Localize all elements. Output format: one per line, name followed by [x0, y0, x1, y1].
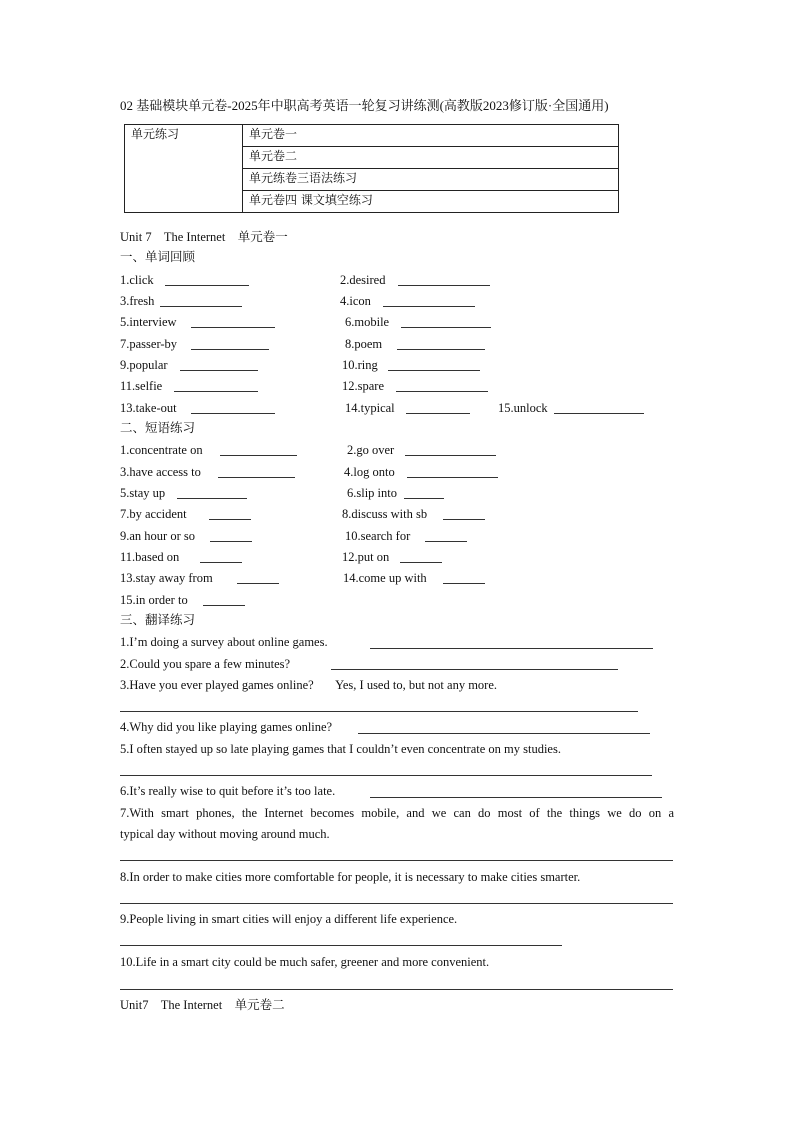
word-item: 3.fresh [120, 294, 155, 308]
word-item: 10.ring [342, 358, 378, 372]
phrase-item: 4.log onto [344, 465, 395, 479]
toc-item-1[interactable]: 单元卷一 [243, 125, 619, 147]
toc-left-label: 单元练习 [125, 125, 243, 213]
phrase-item: 2.go over [347, 443, 395, 457]
answer-line[interactable] [120, 711, 638, 712]
answer-line[interactable] [120, 860, 673, 861]
phrase-item: 11.based on [120, 550, 180, 564]
word-item: 7.passer-by [120, 337, 178, 351]
answer-blank[interactable] [177, 498, 247, 499]
answer-blank[interactable] [160, 306, 242, 307]
answer-blank[interactable] [180, 370, 258, 371]
word-item: 4.icon [340, 294, 371, 308]
answer-blank[interactable] [404, 498, 444, 499]
sentence-item-continued: typical day without moving around much. [120, 827, 330, 841]
word-item: 11.selfie [120, 379, 163, 393]
phrase-item: 15.in order to [120, 593, 188, 607]
word-item: 13.take-out [120, 401, 177, 415]
phrase-item: 12.put on [342, 550, 390, 564]
word-item: 8.poem [345, 337, 383, 351]
phrase-item: 14.come up with [343, 571, 427, 585]
answer-blank[interactable] [407, 477, 498, 478]
answer-blank[interactable] [191, 349, 269, 350]
answer-line[interactable] [370, 797, 662, 798]
answer-blank[interactable] [405, 455, 496, 456]
answer-blank[interactable] [425, 541, 467, 542]
answer-blank[interactable] [443, 519, 485, 520]
sentence-item: 3.Have you ever played games online? Yes, I used to, but not any more. [120, 678, 498, 692]
answer-blank[interactable] [398, 285, 490, 286]
unit-header: Unit 7 The Internet 单元卷一 [120, 230, 288, 244]
answer-line[interactable] [370, 648, 653, 649]
word-item: 9.popular [120, 358, 168, 372]
answer-line[interactable] [120, 903, 673, 904]
answer-blank[interactable] [174, 391, 258, 392]
phrase-item: 6.slip into [347, 486, 398, 500]
answer-blank[interactable] [388, 370, 480, 371]
answer-blank[interactable] [210, 541, 252, 542]
section-title-translation: 三、翻译练习 [120, 612, 196, 627]
answer-blank[interactable] [191, 413, 275, 414]
sentence-item: 4.Why did you like playing games online? [120, 720, 333, 734]
sentence-item: 5.I often stayed up so late playing games that I couldn’t even concentrate on my studies. [120, 742, 561, 756]
sentence-item: 6.It’s really wise to quit before it’s too late. [120, 784, 336, 798]
answer-blank[interactable] [443, 583, 485, 584]
toc-item-4[interactable]: 单元卷四 课文填空练习 [243, 191, 619, 213]
phrase-item: 1.concentrate on [120, 443, 203, 457]
answer-blank[interactable] [397, 349, 485, 350]
answer-line[interactable] [120, 989, 673, 990]
answer-blank[interactable] [220, 455, 297, 456]
next-unit-header: Unit7 The Internet 单元卷二 [120, 998, 285, 1012]
sentence-item: 9.People living in smart cities will enjoy a different life experience. [120, 912, 458, 926]
answer-line[interactable] [120, 945, 562, 946]
phrase-item: 9.an hour or so [120, 529, 195, 543]
word-item: 1.click [120, 273, 154, 287]
word-item: 12.spare [342, 379, 384, 393]
word-item: 5.interview [120, 315, 177, 329]
word-item: 14.typical [345, 401, 395, 415]
word-item: 2.desired [340, 273, 386, 287]
section-title-phrases: 二、短语练习 [120, 420, 196, 435]
phrase-item: 13.stay away from [120, 571, 213, 585]
phrase-item: 5.stay up [120, 486, 166, 500]
answer-line[interactable] [120, 775, 652, 776]
phrase-item: 8.discuss with sb [342, 507, 428, 521]
toc-item-2[interactable]: 单元卷二 [243, 147, 619, 169]
phrase-item: 10.search for [345, 529, 411, 543]
answer-blank[interactable] [237, 583, 279, 584]
page-title: 02 基础模块单元卷-2025年中职高考英语一轮复习讲练测(高教版2023修订版·全国通用) [120, 98, 609, 113]
unit-toc-table [124, 124, 619, 213]
answer-blank[interactable] [383, 306, 475, 307]
answer-blank[interactable] [165, 285, 249, 286]
answer-line[interactable] [331, 669, 618, 670]
answer-blank[interactable] [400, 562, 442, 563]
sentence-item: 2.Could you spare a few minutes? [120, 657, 291, 671]
phrase-item: 3.have access to [120, 465, 201, 479]
word-item: 15.unlock [498, 401, 548, 415]
toc-item-3[interactable]: 单元练卷三语法练习 [243, 169, 619, 191]
answer-line[interactable] [358, 733, 650, 734]
answer-blank[interactable] [554, 413, 644, 414]
answer-blank[interactable] [200, 562, 242, 563]
sentence-item: 7.With smart phones, the Internet becomes mobile, and we can do most of the things we do on a [120, 806, 674, 820]
sentence-item: 10.Life in a smart city could be much safer, greener and more convenient. [120, 955, 490, 969]
answer-blank[interactable] [203, 605, 245, 606]
section-title-vocab: 一、单词回顾 [120, 249, 196, 264]
answer-blank[interactable] [209, 519, 251, 520]
sentence-item: 8.In order to make cities more comfortable for people, it is necessary to make cities smarter. [120, 870, 581, 884]
answer-blank[interactable] [406, 413, 470, 414]
phrase-item: 7.by accident [120, 507, 187, 521]
answer-blank[interactable] [191, 327, 275, 328]
sentence-item: 1.I’m doing a survey about online games. [120, 635, 328, 649]
answer-blank[interactable] [396, 391, 488, 392]
answer-blank[interactable] [218, 477, 295, 478]
word-item: 6.mobile [345, 315, 390, 329]
answer-blank[interactable] [401, 327, 491, 328]
